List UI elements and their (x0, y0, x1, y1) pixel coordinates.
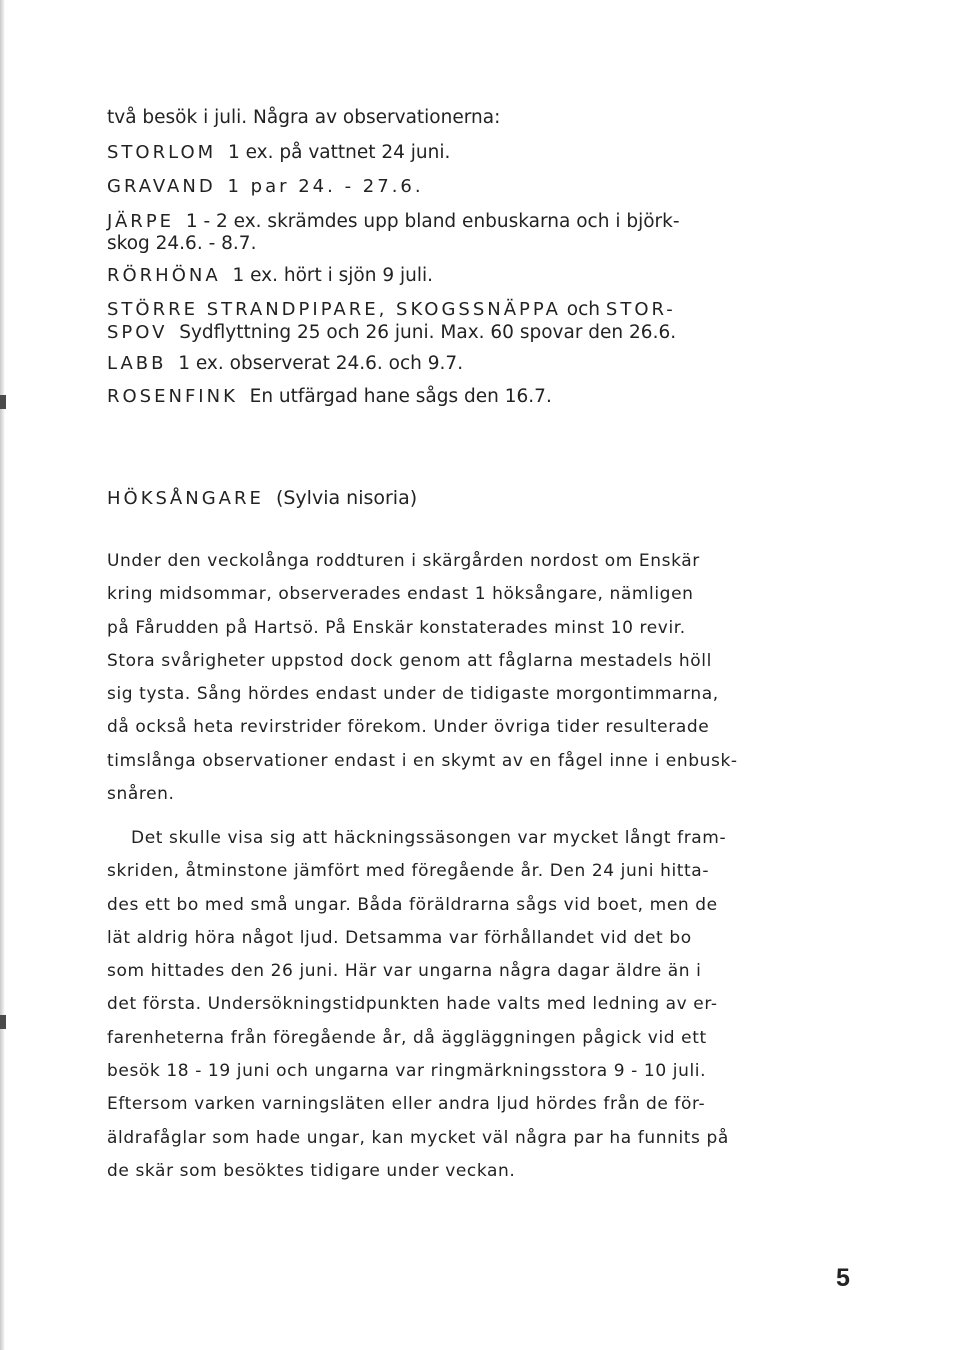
observation-continuation (107, 321, 676, 344)
paragraph-line: Under den veckolånga roddturen i skärgården nordost om Enskär (107, 551, 700, 571)
scan-edge-mark (0, 1015, 6, 1029)
observations-intro: två besök i juli. Några av observationerna: (107, 107, 501, 128)
species-name: STORLOM (107, 142, 217, 163)
observation-item (107, 352, 463, 375)
paragraph-line: des ett bo med små ungar. Båda föräldrarna sågs vid boet, men de (107, 894, 718, 915)
page-number: 5 (836, 1264, 850, 1292)
paragraph-line: som hittades den 26 juni. Här var ungarna några dagar äldre än i (107, 961, 702, 982)
observation-text: 1 ex. på vattnet 24 juni. (227, 142, 451, 163)
observation-connector: och (566, 299, 601, 320)
observation-text: 1 ex. observerat 24.6. och 9.7. (178, 353, 464, 374)
species-name: GRAVAND (107, 176, 216, 197)
species-name: ROSENFINK (107, 386, 238, 407)
section-heading (107, 486, 417, 511)
species-name: JÄRPE (107, 211, 175, 232)
scan-edge-mark (0, 395, 6, 409)
species-name: STOR- (605, 299, 676, 320)
observation-continuation: skog 24.6. - 8.7. (107, 233, 257, 254)
scan-edge (0, 0, 5, 1350)
observation-text: En utfärgad hane sågs den 16.7. (249, 386, 552, 407)
paragraph-line: det första. Undersökningstidpunkten hade valts med ledning av er- (107, 994, 718, 1015)
observation-item (107, 210, 680, 233)
observation-item (107, 385, 552, 408)
species-name: STÖRRE STRANDPIPARE, SKOGSSNÄPPA (107, 299, 561, 320)
observation-item (107, 264, 433, 287)
paragraph-line: Eftersom varken varningsläten eller andra ljud hördes från de för- (107, 1094, 706, 1115)
paragraph-line: på Fårudden på Hartsö. På Enskär konstaterades minst 10 revir. (107, 617, 686, 638)
section-title: HÖKSÅNGARE (107, 488, 264, 509)
paragraph-line: Stora svårigheter uppstod dock genom att fåglarna mestadels höll (107, 650, 712, 671)
observation-item (107, 141, 450, 164)
paragraph-2 (107, 822, 859, 1188)
observation-text: 1 par 24. - 27.6. (227, 176, 424, 197)
paragraph-line: de skär som besöktes tidigare under veckan. (107, 1160, 516, 1181)
paragraph-line: timslånga observationer endast i en skymt av en fågel inne i enbusk- (107, 750, 738, 771)
paragraph-line: skriden, åtminstone jämfört med föregående år. Den 24 juni hitta- (107, 861, 710, 882)
paragraph-line: äldrafåglar som hade ungar, kan mycket väl några par ha funnits på (107, 1127, 729, 1148)
observation-text: 1 ex. hört i sjön 9 juli. (232, 265, 434, 286)
observation-item (107, 298, 676, 321)
section-latin-name: (Sylvia nisoria) (275, 487, 418, 509)
observation-text: 1 - 2 ex. skrämdes upp bland enbuskarna och i björk- (185, 211, 680, 232)
paragraph-line: sig tysta. Sång hördes endast under de tidigaste morgontimmarna, (107, 684, 719, 705)
paragraph-line: då också heta revirstrider förekom. Under övriga tider resulterade (107, 717, 710, 738)
observation-text: Sydflyttning 25 och 26 juni. Max. 60 spovar den 26.6. (179, 322, 677, 343)
paragraph-line: snåren. (107, 784, 175, 805)
paragraph-line: kring midsommar, observerades endast 1 höksångare, nämligen (107, 584, 694, 605)
species-name: RÖRHÖNA (107, 265, 221, 286)
species-name: LABB (107, 353, 167, 374)
observation-item (107, 175, 424, 198)
species-name: SPOV (107, 322, 168, 343)
paragraph-line: besök 18 - 19 juni och ungarna var ringmärkningsstora 9 - 10 juli. (107, 1061, 707, 1082)
paragraph-line: farenheterna från föregående år, då äggläggningen pågick vid ett (107, 1027, 707, 1048)
paragraph-line: lät aldrig höra något ljud. Detsamma var förhållandet vid det bo (107, 927, 692, 948)
paragraph-1 (107, 545, 859, 811)
paragraph-line: Det skulle visa sig att häckningssäsongen var mycket långt fram- (107, 828, 727, 848)
